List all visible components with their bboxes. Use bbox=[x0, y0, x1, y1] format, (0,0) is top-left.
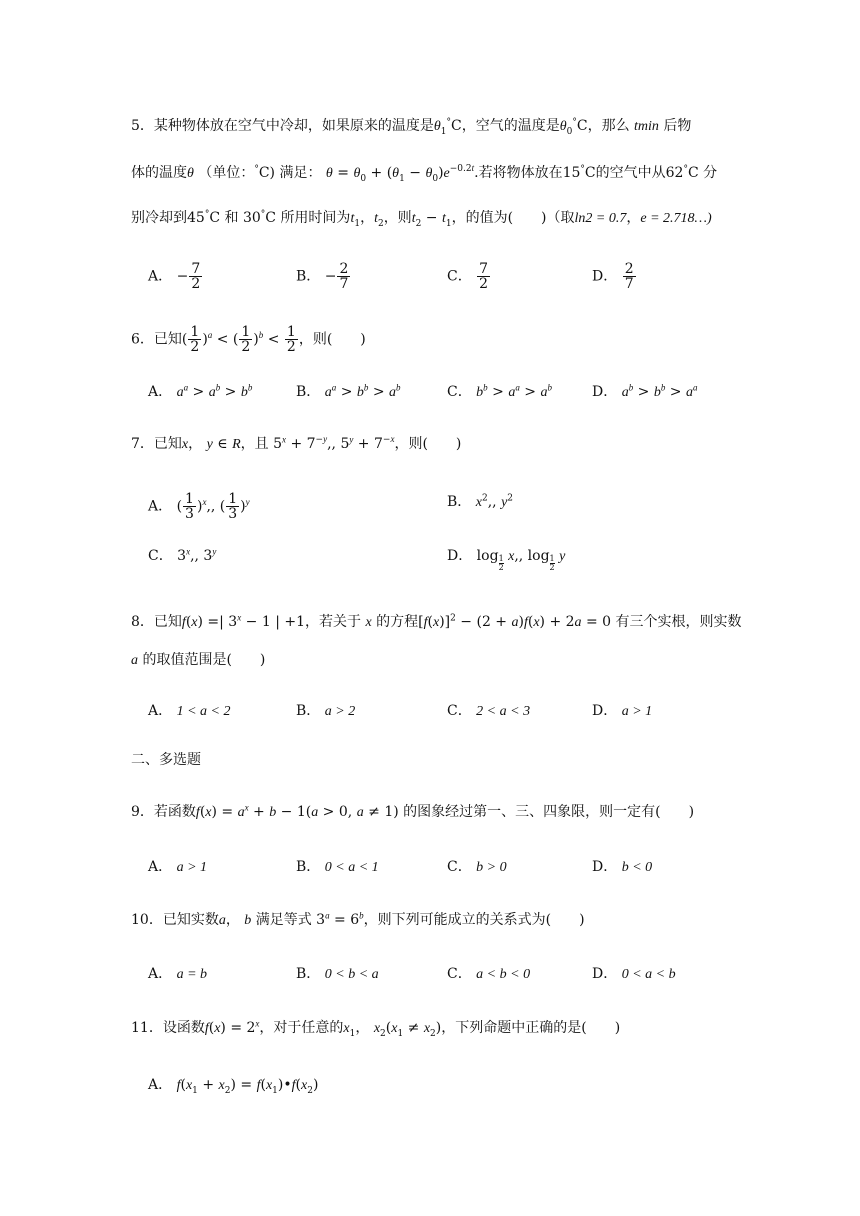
q10-option-c[interactable] bbox=[447, 964, 530, 985]
option-text: a > 1 bbox=[621, 704, 653, 719]
option-label: A． bbox=[148, 1077, 173, 1093]
q9-text: 9．若函数 bbox=[131, 804, 196, 820]
option-label: C． bbox=[447, 859, 472, 875]
q5-option-a[interactable] bbox=[148, 262, 203, 291]
q11-text: 11．设函数 bbox=[131, 1020, 205, 1036]
q8-option-c[interactable] bbox=[447, 701, 530, 722]
option-label: D． bbox=[592, 703, 618, 719]
q11-stem: 11．设函数$f(x) = 2^x$，对于任意的$x_1$， $x_2(x_1 \ne x_2)$，下列命题中正确的是( ) bbox=[131, 1018, 621, 1039]
option-label: A． bbox=[148, 703, 173, 719]
q8-option-a[interactable] bbox=[148, 701, 230, 722]
option-label: D． bbox=[592, 384, 618, 400]
option-text: a < b < 0 bbox=[476, 967, 531, 982]
q8-option-b[interactable] bbox=[296, 701, 355, 722]
q8-text: 有三个实根，则实数 bbox=[615, 614, 742, 630]
q5-tmin: tmin bbox=[634, 119, 659, 134]
option-label: D． bbox=[592, 268, 618, 285]
q9-stem: 9．若函数$f(x) = a^x + b - 1(a > 0$, a ≠ 1) 的图象经过第一、三、四象限，则一定有( ) bbox=[131, 802, 695, 820]
option-label: A． bbox=[148, 966, 173, 982]
option-sign: − bbox=[324, 268, 337, 285]
option-label: B． bbox=[296, 859, 321, 875]
option-label: B． bbox=[447, 494, 472, 510]
numerator: 7 bbox=[479, 261, 489, 277]
q5-text: 分 bbox=[703, 165, 718, 181]
option-label: A． bbox=[148, 859, 173, 875]
q10-text: ，则下列可能成立的关系式为( ) bbox=[363, 912, 585, 928]
q5-e-value: e = 2.718…) bbox=[640, 211, 712, 226]
option-label: A． bbox=[148, 268, 173, 285]
denominator: 7 bbox=[339, 276, 349, 292]
option-label: C． bbox=[447, 703, 472, 719]
numerator: 7 bbox=[191, 261, 201, 277]
section-heading: 二、多选题 bbox=[131, 752, 201, 768]
q8-option-d[interactable] bbox=[592, 701, 652, 722]
option-label: D． bbox=[592, 859, 618, 875]
q8-text: 8．已知 bbox=[131, 614, 182, 630]
q8-text: 的方程 bbox=[376, 614, 419, 630]
q5-text: ，那么 bbox=[587, 118, 630, 134]
fraction bbox=[337, 262, 350, 291]
q10-stem: 10．已知实数a， b 满足等式 $3^a = 6^b$，则下列可能成立的关系式为( ) bbox=[131, 910, 585, 928]
q7-stem: 7．已知x， y ∈ R，且 $5^x + 7^{-y}$,, $5^y + 7^{-x}$，则( ) bbox=[131, 434, 462, 452]
q6-option-b[interactable]: B． $a^a > b^b > a^b$ bbox=[296, 382, 401, 400]
option-text: 0 < b < a bbox=[324, 967, 379, 982]
denominator: 2 bbox=[191, 276, 201, 292]
q10-option-d[interactable] bbox=[592, 964, 676, 985]
option-text: a = b bbox=[176, 967, 208, 982]
option-text: a > 2 bbox=[324, 704, 356, 719]
fraction bbox=[189, 262, 202, 291]
q7-text: 7．已知 bbox=[131, 436, 182, 452]
option-label: B． bbox=[296, 703, 321, 719]
q5-text: 别冷却到 bbox=[131, 210, 187, 226]
option-text: 0 < a < 1 bbox=[324, 860, 379, 875]
q10-option-b[interactable] bbox=[296, 964, 379, 985]
denominator: 7 bbox=[624, 276, 634, 292]
q8-line1: 8．已知f(x) =| $3^x - 1$ | +1，若关于 x 的方程$[f(x)]^2 - (2 + a)f(x) + 2a = 0$ 有三个实根，则实数 bbox=[131, 612, 742, 630]
q5-text: 所用时间为 bbox=[280, 210, 351, 226]
option-text: a > 1 bbox=[176, 860, 208, 875]
q10-text: 满足等式 bbox=[255, 912, 312, 928]
q8-line2: a 的取值范围是( ) bbox=[131, 652, 266, 668]
q7-text: ，则( ) bbox=[394, 436, 462, 452]
option-label: C． bbox=[447, 268, 472, 285]
denominator: 2 bbox=[479, 276, 489, 292]
q7-option-d[interactable]: D． log $\frac{1}{2}$ x,, log $\frac{1}{2}$ y bbox=[447, 548, 566, 572]
q7-option-a[interactable]: A． ( $\frac{1}{3}$ )$^x$,, ( $\frac{1}{3}$ )$^y$ bbox=[148, 491, 250, 522]
option-label: C． bbox=[447, 384, 472, 400]
q6-text: ，则( ) bbox=[298, 331, 366, 348]
q5-text: ，的值为( )（取 bbox=[451, 210, 575, 226]
option-text: b > 0 bbox=[476, 860, 507, 875]
option-label: D． bbox=[447, 548, 473, 564]
q5-text: 后物 bbox=[663, 118, 692, 134]
q8-text: ，若关于 bbox=[305, 614, 362, 630]
q5-text: ，则 bbox=[383, 210, 412, 226]
q5-text: （单位： bbox=[198, 165, 255, 181]
q5-ln2: ln2 = 0.7 bbox=[574, 211, 627, 226]
numerator: 2 bbox=[624, 261, 634, 277]
q6-text: 6．已知 bbox=[131, 331, 182, 348]
q7-option-c[interactable]: C． 3$^x$,, 3$^y$ bbox=[148, 546, 217, 564]
q9-option-a[interactable] bbox=[148, 857, 207, 878]
fraction bbox=[477, 262, 490, 291]
option-label: A． bbox=[148, 384, 173, 400]
q9-option-b[interactable] bbox=[296, 857, 379, 878]
option-label: C． bbox=[447, 966, 472, 982]
q5-text: 的空气中从 bbox=[595, 165, 666, 181]
q11-text: ，下列命题中正确的是( ) bbox=[441, 1020, 621, 1036]
q10-text: 10．已知实数 bbox=[131, 912, 219, 928]
option-text: 2 < a < 3 bbox=[476, 704, 531, 719]
option-label: C． bbox=[148, 548, 173, 564]
q9-text: 的图象经过第一、三、四象限，则一定有( ) bbox=[403, 804, 695, 820]
option-text: b < 0 bbox=[621, 860, 653, 875]
q6-option-c[interactable]: C． $b^b > a^a > a^b$ bbox=[447, 382, 552, 400]
q11-option-a[interactable]: A． $f(x_1 + x_2)$ = $f(x_1)•f(x_2)$ bbox=[148, 1077, 319, 1096]
option-label: B． bbox=[296, 384, 321, 400]
q5-option-b[interactable] bbox=[296, 262, 351, 291]
q5-line1: 5．某种物体放在空气中冷却，如果原来的温度是$\theta_1^\circ C$，空气的温度是$\theta_0^\circ C$，那么 tmin 后物 bbox=[131, 117, 692, 137]
q6-stem: 6．已知( $\frac{1}{2}$ )$^a$ < ( $\frac{1}{2}$ )$^b$ < $\frac{1}{2}$ ，则( ) bbox=[131, 324, 366, 355]
q6-option-a[interactable]: A． $a^a > a^b > b^b$ bbox=[148, 382, 253, 400]
q8-text: 的取值范围是( ) bbox=[142, 652, 266, 668]
option-label: D． bbox=[592, 966, 618, 982]
q10-option-a[interactable] bbox=[148, 964, 207, 985]
q5-text: ，空气的温度是 bbox=[461, 118, 560, 134]
option-text: 1 < a < 2 bbox=[176, 704, 231, 719]
q5-option-c[interactable] bbox=[447, 262, 491, 291]
q6-option-d[interactable]: D． $a^b > b^b > a^a$ bbox=[592, 382, 698, 400]
q7-option-b[interactable]: B． $x^2$,, $y^2$ bbox=[447, 493, 514, 510]
option-label: A． bbox=[148, 498, 173, 515]
option-text: 0 < a < b bbox=[621, 967, 676, 982]
q9-option-d[interactable] bbox=[592, 857, 652, 878]
q9-option-c[interactable] bbox=[447, 857, 507, 878]
option-label: B． bbox=[296, 268, 321, 285]
option-label: B． bbox=[296, 966, 321, 982]
q5-text: C) 满足： bbox=[258, 165, 322, 181]
q5-text: 和 bbox=[224, 210, 239, 226]
option-sign: − bbox=[176, 268, 189, 285]
q5-option-d[interactable] bbox=[592, 262, 637, 291]
q5-text: .若将物体放在 bbox=[474, 165, 563, 181]
q5-line2: 体的温度θ （单位：°C) 满足： $\theta = \theta_0 + (\theta_1 - \theta_0)e^{-0.2t}$.若将物体放在15°C的空气中从62°C 分 bbox=[131, 163, 718, 184]
fraction bbox=[623, 262, 636, 291]
q5-line3: 别冷却到45°C 和 30°C 所用时间为$t_1$，$t_2$，则$t_2 - t_1$，的值为( )（取ln2 = 0.7，e = 2.718…) bbox=[131, 209, 712, 229]
q5-text: 5．某种物体放在空气中冷却，如果原来的温度是 bbox=[131, 118, 434, 134]
q5-text: 体的温度 bbox=[131, 165, 187, 181]
q11-text: ，对于任意的 bbox=[259, 1020, 344, 1036]
numerator: 2 bbox=[339, 261, 349, 277]
